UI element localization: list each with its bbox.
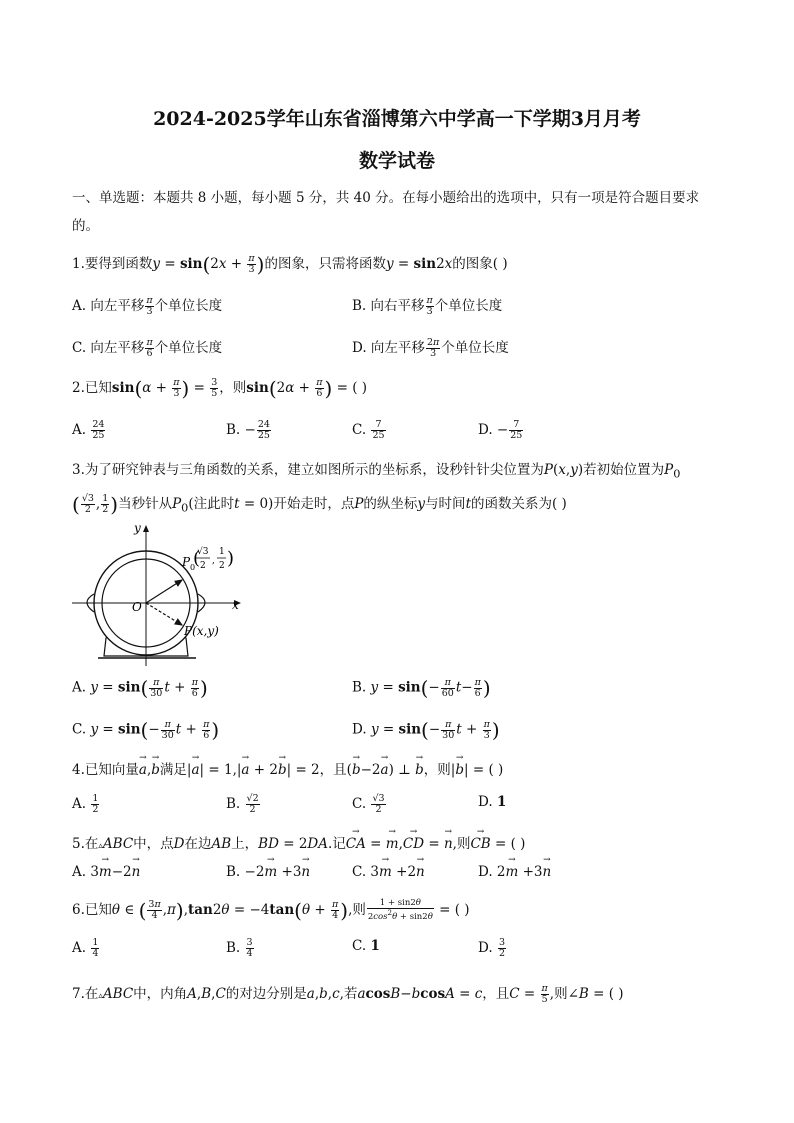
question-3-stem-line2: ( $\frac{√3}{2}$ , $\frac{1}{2}$ )当秒针从$P_0$(注此时t = 0)开始走时，点P的纵坐标y与时间t的函数关系为( ): [72, 492, 567, 517]
question-5-option-d[interactable]: D. 2→ m +3→ n: [478, 864, 551, 880]
question-4-option-d[interactable]: D. 1: [478, 794, 507, 810]
question-6-stem: 6.已知θ ∈ ( $\frac{3\pi}{4}$ ,π),tan2θ = −4tan(θ + $\frac{\pi}{4}$ ),则 $\frac{1 + \sin 2\theta}{2\cos^2\theta + \sin 2\theta}$ = ( ): [72, 898, 470, 923]
question-3-option-d[interactable]: D. y = sin(− $\frac{\pi}{30}$ t + $\frac{\pi}{3}$ ): [352, 718, 500, 742]
question-1-option-c[interactable]: C. 向左平移 $\frac{\pi}{6}$ 个单位长度: [72, 337, 223, 359]
p0-subscript: 0: [190, 563, 196, 572]
question-5-option-a[interactable]: A. 3→ m−2→ n: [72, 864, 140, 880]
svg-text:): ): [227, 548, 235, 569]
p0-label: P: [182, 555, 191, 569]
page-title: 2024-2025学年山东省淄博第六中学高一下学期3月月考: [153, 108, 641, 130]
question-1-option-a[interactable]: A. 向左平移 $\frac{\pi}{3}$ 个单位长度: [72, 295, 223, 317]
p0-coord-sqrt3: √3: [197, 547, 209, 557]
svg-text:,: ,: [212, 556, 215, 566]
question-2-option-c[interactable]: C. $\frac{7}{25}$: [352, 419, 385, 441]
question-6-option-d[interactable]: D. $\frac{3}{2}$: [478, 937, 505, 959]
question-6-option-a[interactable]: A. $\frac{1}{4}$: [72, 937, 99, 959]
question-5-stem: 5.在▵ABC中，点D在边AB上，BD = 2DA.记→ CA = → m,→ CD = → n,则→ CB = ( ): [72, 832, 525, 852]
question-1-stem: 1.要得到函数y = sin(2x + $\frac{\pi}{3}$ )的图象，只需将函数y = sin2x的图象( ): [72, 252, 508, 277]
question-3-option-c[interactable]: C. y = sin(− $\frac{\pi}{30}$ t + $\frac{\pi}{6}$ ): [72, 718, 220, 742]
section-header-line2: 的。: [72, 218, 99, 234]
y-axis-label: y: [134, 521, 141, 535]
question-5-option-b[interactable]: B. −2→ m +3→ n: [226, 864, 310, 880]
section-header-line1: 一、单选题：本题共 8 小题，每小题 5 分，共 40 分。在每小题给出的选项中，只有一项是符合题目要求: [72, 190, 700, 206]
question-3-option-b[interactable]: B. y = sin(− $\frac{\pi}{60}$ t− $\frac{\pi}{6}$ ): [352, 676, 491, 700]
question-2-stem: 2.已知sin(α + $\frac{\pi}{3}$ ) = $\frac{3}{5}$ ，则sin(2α + $\frac{\pi}{6}$ ) = ( ): [72, 376, 368, 401]
question-2-option-b[interactable]: B. − $\frac{24}{25}$: [226, 419, 270, 441]
question-2-option-d[interactable]: D. − $\frac{7}{25}$: [478, 419, 523, 441]
clock-figure: [66, 518, 256, 668]
question-5-option-c[interactable]: C. 3→ m +2→ n: [352, 864, 425, 880]
question-2-option-a[interactable]: A. $\frac{24}{25}$: [72, 419, 105, 441]
question-1-option-b[interactable]: B. 向右平移 $\frac{\pi}{3}$ 个单位长度: [352, 295, 503, 317]
question-7-stem: 7.在▵ABC中，内角A,B,C的对边分别是a,b,c,若acosB−bcosA = c，且C = $\frac{\pi}{5}$ ,则∠B = ( ): [72, 983, 624, 1005]
question-1-option-d[interactable]: D. 向左平移 $\frac{2\pi}{3}$ 个单位长度: [352, 337, 509, 359]
svg-text:1: 1: [219, 547, 225, 557]
question-4-option-c[interactable]: C. $\frac{√3}{2}$: [352, 793, 385, 815]
origin-label: O: [132, 600, 142, 614]
x-axis-label: x: [232, 598, 239, 612]
question-4-option-b[interactable]: B. $\frac{√2}{2}$: [226, 793, 259, 815]
page-subtitle: 数学试卷: [358, 150, 435, 172]
question-6-option-c[interactable]: C. 1: [352, 938, 380, 954]
question-3-stem-line1: 3.为了研究钟表与三角函数的关系，建立如图所示的坐标系，设秒针针尖位置为P(x,y)若初始位置为$P_0$: [72, 462, 681, 481]
svg-text:(: (: [193, 548, 201, 569]
svg-text:2: 2: [219, 561, 225, 571]
question-3-option-a[interactable]: A. y = sin( $\frac{\pi}{30}$ t + $\frac{\pi}{6}$ ): [72, 676, 208, 700]
svg-text:2: 2: [200, 561, 206, 571]
question-6-option-b[interactable]: B. $\frac{3}{4}$: [226, 937, 253, 959]
question-4-stem: 4.已知向量→ a,→ b满足|→ a| = 1,|→ a + 2→ b| = 2，且(→ b−2→ a) ⊥ → b，则|→ b| = ( ): [72, 758, 503, 778]
p-label: P(x,y): [184, 624, 219, 638]
question-4-option-a[interactable]: A. $\frac{1}{2}$: [72, 793, 99, 815]
